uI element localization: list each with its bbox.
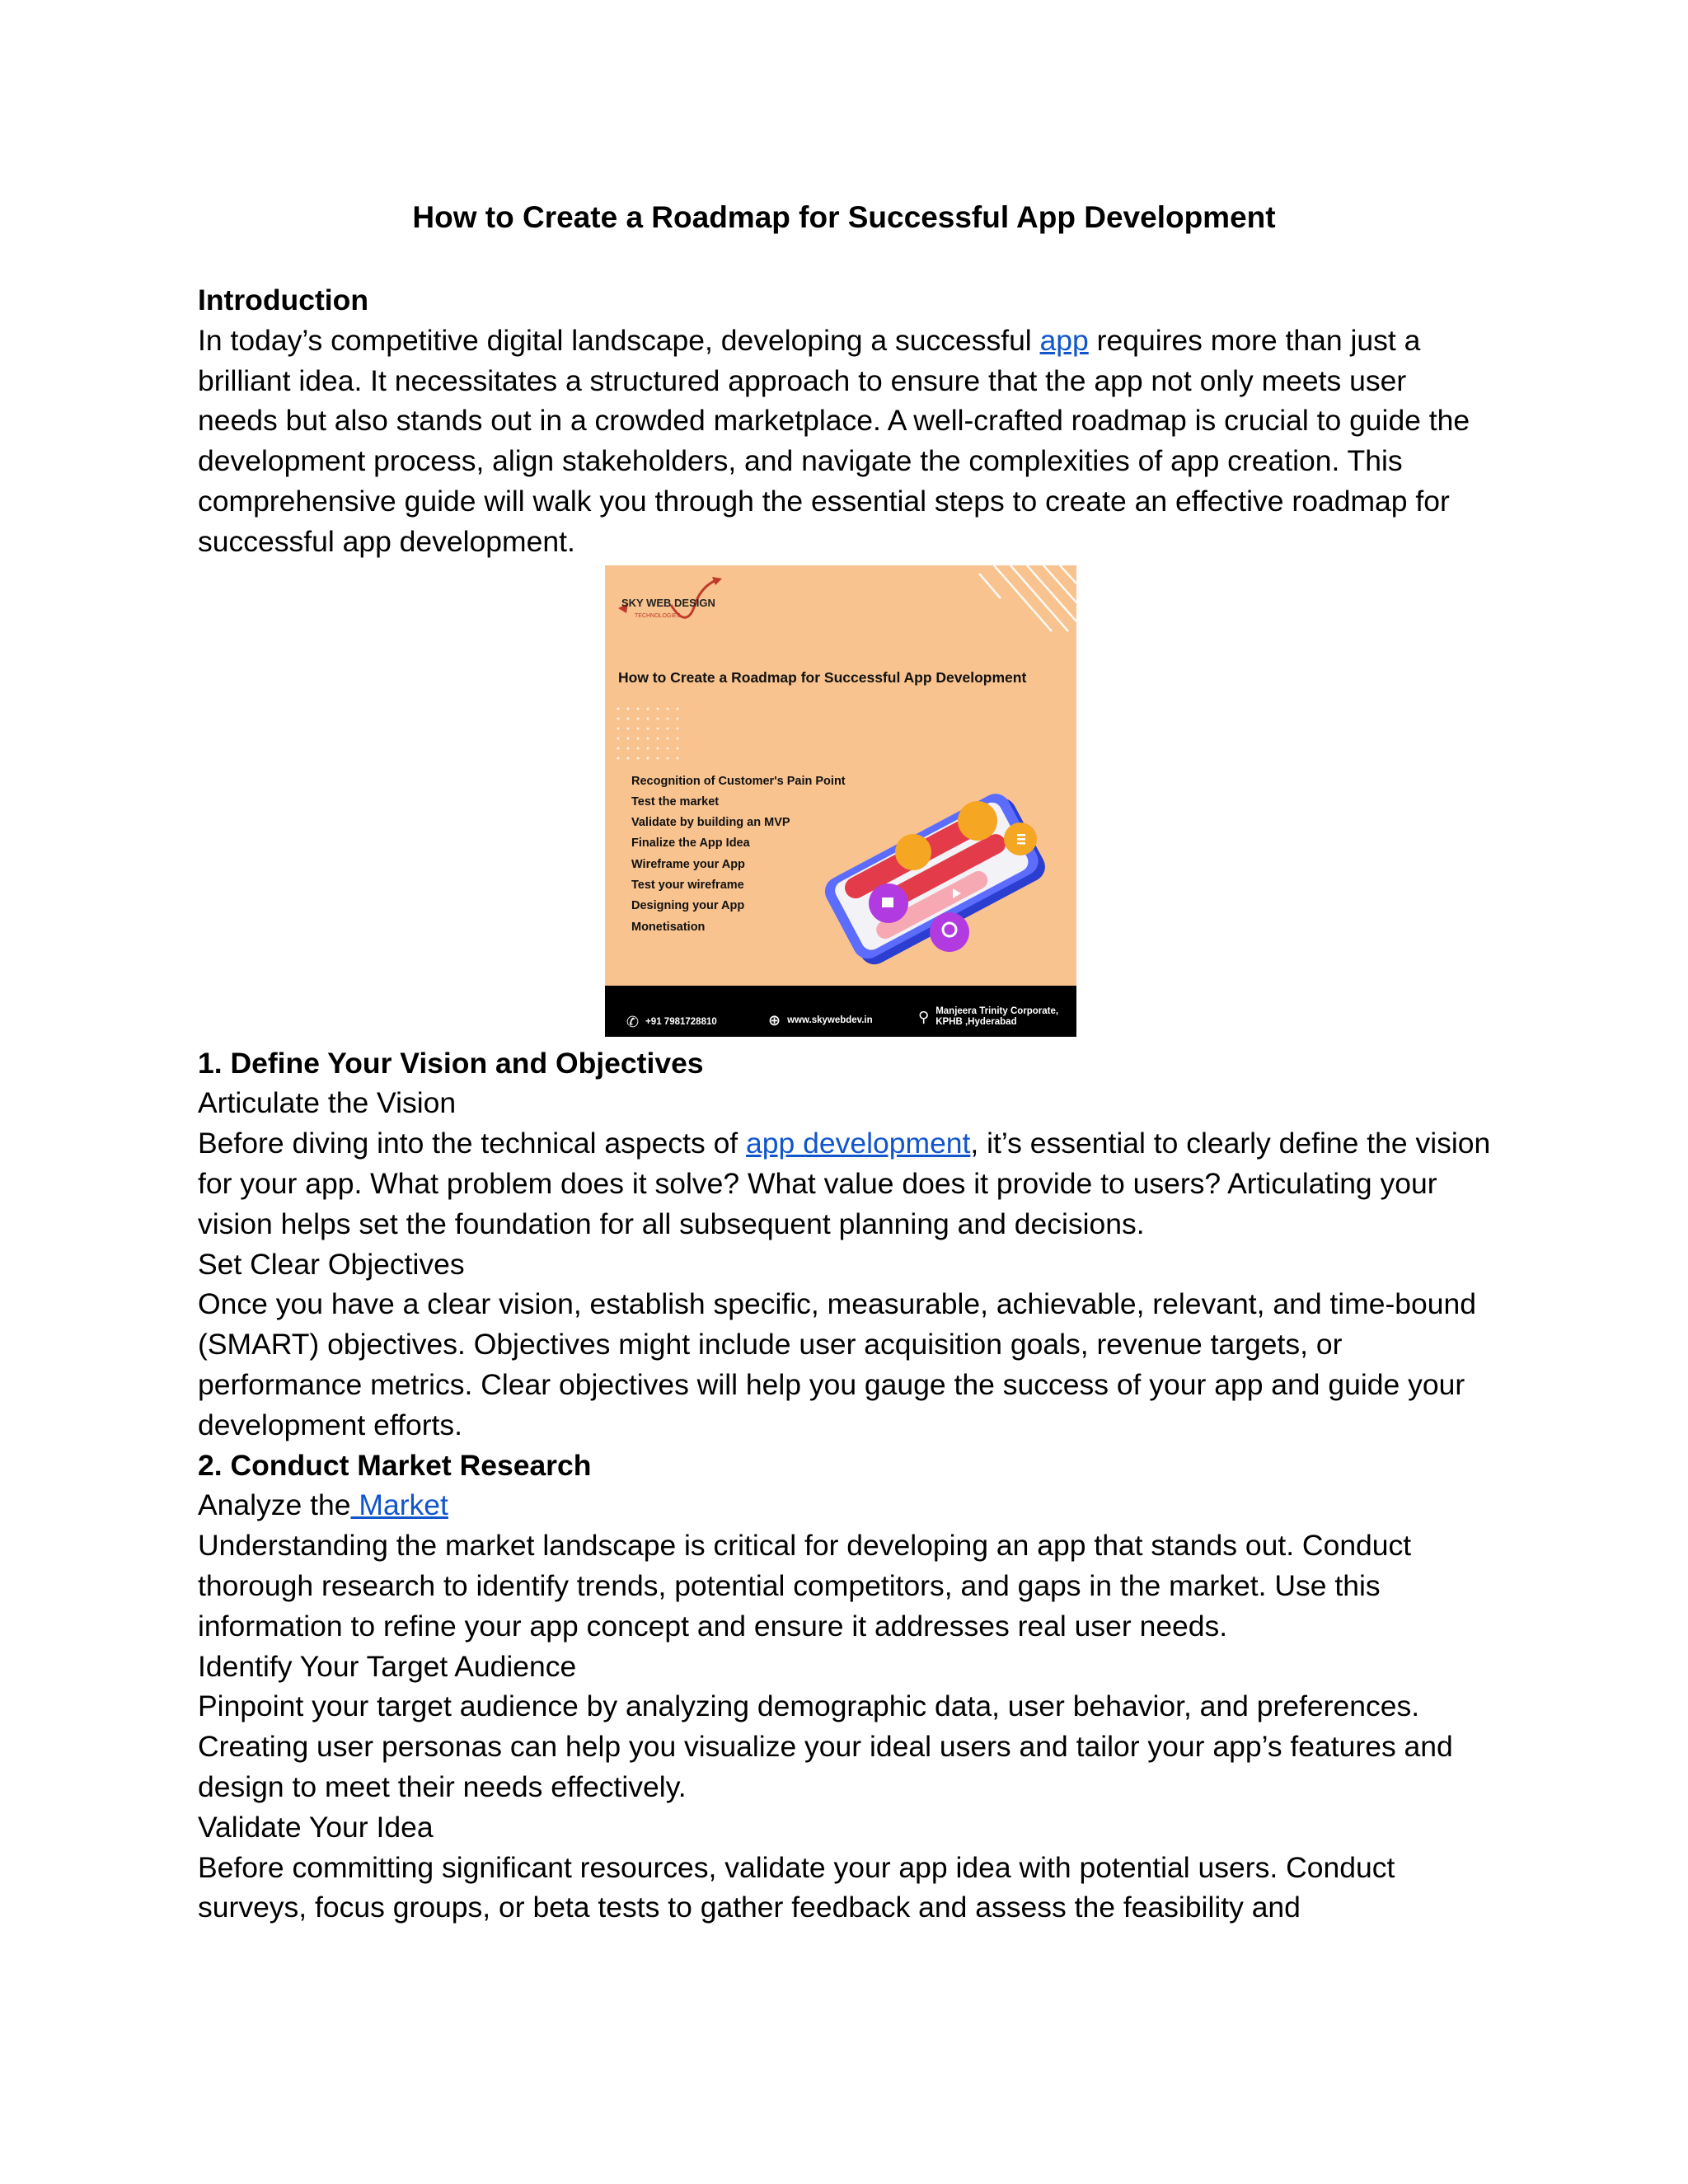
website-url: www.skywebdev.in [787,1015,873,1025]
intro-paragraph [198,321,1492,562]
app-development-link[interactable]: app development [746,1127,971,1160]
section1-subheading-1: Articulate the Vision [198,1086,457,1120]
footer-phone [626,1002,717,1037]
promo-step: Finalize the App Idea [631,837,750,851]
promo-step: Monetisation [631,920,706,934]
section2-sub1-before: Analyze the [198,1488,351,1522]
section2-subheading-3: Validate Your Idea [198,1810,434,1844]
app-link[interactable]: app [1039,323,1089,357]
section2-subheading-2: Identify Your Target Audience [198,1649,577,1683]
phone-icon: ✆ [626,1013,640,1030]
address-text [935,1006,1058,1028]
promo-step: Test your wireframe [631,879,744,893]
promo-step: Recognition of Customer's Pain Point [631,774,846,788]
section2-paragraph-3: Before committing significant resources, validate your app idea with potential users. Conduct surveys, focus groups, or beta tests to gather feedback and assess the feasibility and [198,1850,1395,1924]
intro-text-before: In today’s competitive digital landscape, developing a successful [198,323,1040,357]
promo-image-wrapper [198,565,1492,1037]
footer-website [768,1001,873,1037]
brand-name: SKY WEB DESIGN [621,596,715,609]
address-line-2: KPHB ,Hyderabad [935,1016,1017,1027]
diagonal-lines-decoration [961,565,1076,648]
promo-step: Designing your App [631,899,745,913]
promo-step: Wireframe your App [631,857,745,871]
promo-title: How to Create a Roadmap for Successful App Development [618,668,1027,686]
section1-p1-before: Before diving into the technical aspects of [198,1127,747,1160]
intro-heading: Introduction [198,284,369,316]
section2-paragraph-2: Pinpoint your target audience by analyzing demographic data, user behavior, and preferences. Creating user personas can help you visualize your ideal users and tailor your app’s features and design to meet their needs effectively. [198,1690,1453,1803]
dots-decoration [613,704,679,762]
promo-footer [605,986,1076,1037]
market-link[interactable]: Market [350,1488,448,1522]
section2-subheading-1 [198,1485,1492,1526]
promo-step: Test the market [631,794,720,808]
phone-illustration [796,788,1076,977]
phone-number: +91 7981728810 [645,1016,717,1027]
section2-heading: 2. Conduct Market Research [198,1448,592,1482]
globe-icon: ⊕ [768,1011,781,1029]
section1-paragraph-2: Once you have a clear vision, establish specific, measurable, achievable, relevant, and time-bound (SMART) objectives. Objectives might include user acquisition goals, revenue targets, or performance metrics. Clear objectives will help you gauge the success of your app and guide your development efforts. [198,1287,1477,1441]
section2-paragraph-1: Understanding the market landscape is critical for developing an app that stands out. Conduct thorough research to identify trends, potential competitors, and gaps in the market. Use this information to refine your app concept and ensure it addresses real user needs. [198,1529,1412,1643]
brand-subtitle: TECHNOLOGIES [635,612,681,619]
address-line-1: Manjeera Trinity Corporate, [935,1005,1059,1016]
footer-address [918,997,1058,1037]
page-title: How to Create a Roadmap for Successful App Development [412,200,1276,234]
intro-text-after: requires more than just a brilliant idea. It necessitates a structured approach to ensure that the app not only meets user needs but also stands out in a crowded marketplace. A well-crafted roadmap is crucial to guide the development process, align stakeholders, and navigate the complexities of app creation. This comprehensive guide will walk you through the essential steps to create an effective roadmap for successful app development. [198,323,1470,558]
document-body [198,280,1492,1928]
section1-subheading-2: Set Clear Objectives [198,1247,465,1281]
section1-heading: 1. Define Your Vision and Objectives [198,1046,704,1080]
location-pin-icon: ⚲ [918,1008,930,1025]
section1-p1-after: , it’s essential to clearly define the vision for your app. What problem does it solve? What value does it provide to users? Articulating your vision helps set the foundation for all subsequent planning and decisions. [198,1127,1491,1240]
section1-paragraph-1 [198,1123,1492,1244]
promo-step: Validate by building an MVP [631,816,790,830]
promo-image [605,565,1076,1037]
